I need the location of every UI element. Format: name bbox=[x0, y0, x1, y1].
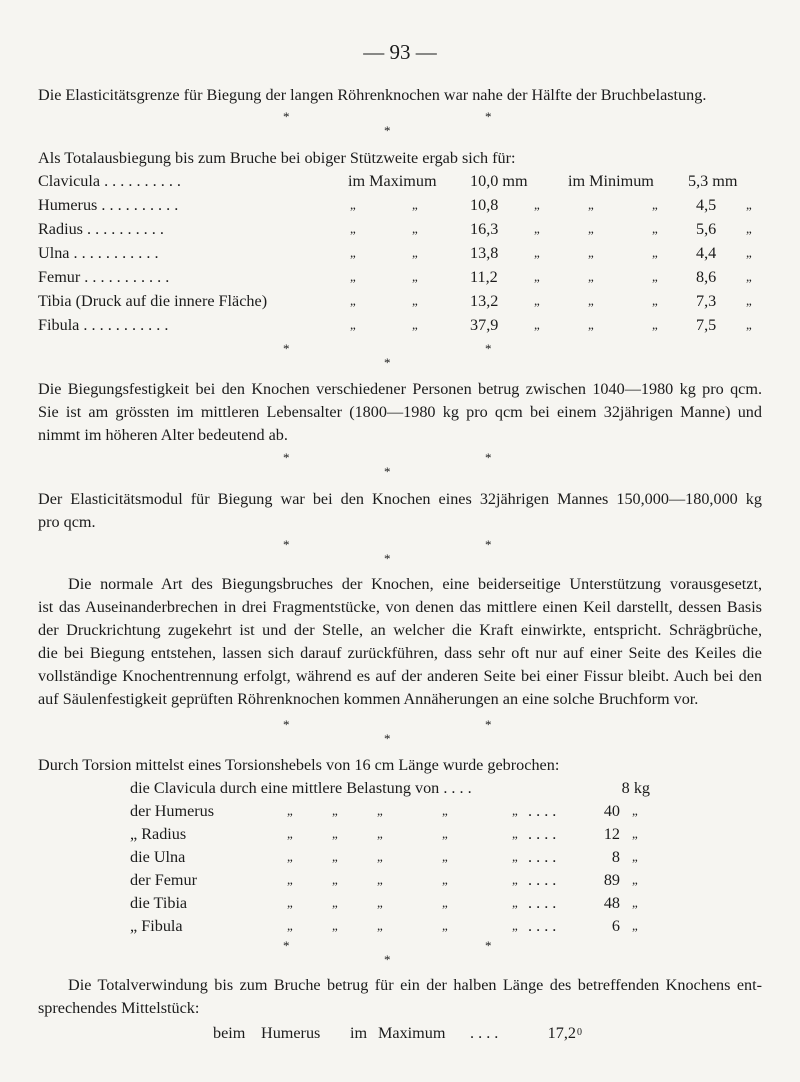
leader-dots: . . . . bbox=[528, 802, 557, 820]
ditto-mark: „ bbox=[442, 826, 448, 841]
paragraph-fracture-line: der Druckrichtung zugekehrt ist und der Stelle, an welcher die Kraft einwirkte, entspricht. Schrägbrüche, bbox=[38, 621, 762, 639]
bone-name: der Femur bbox=[130, 871, 197, 889]
separator-star: * bbox=[283, 109, 290, 124]
bone-name: Fibula . . . . . . . . . . . bbox=[38, 316, 169, 334]
extreme-label: Maximum bbox=[378, 1024, 446, 1042]
load-value: 6 bbox=[611, 917, 620, 935]
separator-star: * bbox=[384, 731, 391, 746]
torsion-intro: Durch Torsion mittelst eines Torsionshebels von 16 cm Länge wurde gebrochen: bbox=[38, 756, 560, 774]
ditto-mark: „ bbox=[746, 317, 752, 332]
separator-star: * bbox=[485, 109, 492, 124]
leader-dots: . . . . bbox=[470, 1024, 499, 1042]
ditto-mark: „ bbox=[534, 269, 540, 284]
separator-star: * bbox=[485, 717, 492, 732]
ditto-mark: „ bbox=[588, 221, 594, 236]
ditto-mark: „ bbox=[632, 849, 638, 864]
bone-name: Humerus bbox=[261, 1024, 321, 1042]
separator bbox=[0, 538, 800, 578]
separator-star: * bbox=[485, 938, 492, 953]
ditto-mark: „ bbox=[332, 872, 338, 887]
prep-word: im bbox=[350, 1024, 368, 1042]
ditto-mark: „ bbox=[377, 918, 383, 933]
separator bbox=[0, 718, 800, 758]
ditto-mark: „ bbox=[746, 269, 752, 284]
max-value: 10,8 bbox=[470, 196, 499, 214]
prep-word: beim bbox=[213, 1024, 246, 1042]
separator bbox=[0, 939, 800, 979]
ditto-mark: „ bbox=[442, 872, 448, 887]
ditto-mark: „ bbox=[332, 849, 338, 864]
load-value: 12 bbox=[603, 825, 620, 843]
min-value: 5,3 mm bbox=[688, 172, 738, 190]
paragraph-total-twist-line: sprechendes Mittelstück: bbox=[38, 999, 200, 1017]
ditto-mark: „ bbox=[287, 872, 293, 887]
ditto-mark: „ bbox=[632, 826, 638, 841]
ditto-mark: „ bbox=[350, 293, 356, 308]
ditto-mark: „ bbox=[350, 245, 356, 260]
max-value: 16,3 bbox=[470, 220, 499, 238]
ditto-mark: „ bbox=[652, 221, 658, 236]
ditto-mark: „ bbox=[377, 895, 383, 910]
separator bbox=[0, 342, 800, 382]
ditto-mark: „ bbox=[350, 197, 356, 212]
ditto-mark: „ bbox=[412, 269, 418, 284]
bone-name: Femur . . . . . . . . . . . bbox=[38, 268, 170, 286]
load-value: 8 bbox=[611, 848, 620, 866]
bone-name: „ Fibula bbox=[130, 917, 183, 935]
load-value: 8 kg bbox=[621, 779, 650, 797]
ditto-mark: „ bbox=[412, 245, 418, 260]
ditto-mark: „ bbox=[534, 317, 540, 332]
ditto-mark: „ bbox=[287, 803, 293, 818]
separator-star: * bbox=[384, 551, 391, 566]
min-value: 7,3 bbox=[696, 292, 717, 310]
paragraph-fracture-line: ist das Auseinanderbrechen in drei Fragmentstücke, von denen das mittlere einen Keil darstellt, dessen Basis bbox=[38, 598, 762, 616]
ditto-mark: „ bbox=[442, 849, 448, 864]
ditto-mark: „ bbox=[632, 895, 638, 910]
load-value: 40 bbox=[603, 802, 620, 820]
ditto-mark: „ bbox=[588, 293, 594, 308]
ditto-mark: „ bbox=[746, 221, 752, 236]
page-number: — 93 — bbox=[363, 40, 437, 64]
ditto-mark: „ bbox=[287, 849, 293, 864]
paragraph-elastic-modulus-line: Der Elasticitätsmodul für Biegung war bei den Knochen eines 32jährigen Mannes 150,000—180,000 kg bbox=[38, 490, 762, 508]
separator-star: * bbox=[384, 355, 391, 370]
paragraph-bending-strength-line: nimmt im höheren Alter bedeutend ab. bbox=[38, 426, 288, 444]
bone-name: Radius . . . . . . . . . . bbox=[38, 220, 164, 238]
ditto-mark: „ bbox=[534, 197, 540, 212]
separator-star: * bbox=[384, 952, 391, 967]
max-value: 11,2 bbox=[470, 268, 498, 286]
min-value: 4,5 bbox=[696, 196, 717, 214]
separator bbox=[0, 110, 800, 150]
min-value: 5,6 bbox=[696, 220, 717, 238]
ditto-mark: „ bbox=[512, 803, 518, 818]
ditto-mark: „ bbox=[512, 918, 518, 933]
ditto-mark: „ bbox=[287, 826, 293, 841]
ditto-mark: „ bbox=[588, 317, 594, 332]
max-value: 13,8 bbox=[470, 244, 499, 262]
load-value: 48 bbox=[603, 894, 620, 912]
max-value: 37,9 bbox=[470, 316, 499, 334]
ditto-mark: „ bbox=[287, 895, 293, 910]
separator-star: * bbox=[283, 450, 290, 465]
min-value: 7,5 bbox=[696, 316, 717, 334]
separator-star: * bbox=[283, 717, 290, 732]
bone-name: „ Radius bbox=[130, 825, 187, 843]
paragraph-elasticity-limit: Die Elasticitätsgrenze für Biegung der langen Röhrenknochen war nahe der Hälfte der Bruchbelastung. bbox=[38, 86, 707, 104]
paragraph-total-twist-line: Die Totalverwindung bis zum Bruche betrug für ein der halben Länge des betreffenden Knochens ent- bbox=[68, 976, 762, 994]
twist-value: 17,2 bbox=[547, 1024, 576, 1042]
ditto-mark: „ bbox=[588, 269, 594, 284]
ditto-mark: „ bbox=[442, 895, 448, 910]
ditto-mark: „ bbox=[377, 826, 383, 841]
separator-star: * bbox=[283, 938, 290, 953]
ditto-mark: „ bbox=[350, 221, 356, 236]
separator-star: * bbox=[283, 341, 290, 356]
ditto-mark: „ bbox=[534, 293, 540, 308]
paragraph-fracture-line: auf Säulenfestigkeit geprüften Röhrenknochen kommen Annäherungen an eine solche Bruchform vor. bbox=[38, 690, 699, 708]
ditto-mark: „ bbox=[534, 221, 540, 236]
bone-name: Tibia (Druck auf die innere Fläche) bbox=[38, 292, 268, 310]
ditto-mark: „ bbox=[377, 872, 383, 887]
ditto-mark: „ bbox=[652, 269, 658, 284]
bone-name: die Clavicula durch eine mittlere Belastung von . . . . bbox=[130, 779, 472, 797]
bone-name: die Ulna bbox=[130, 848, 186, 866]
max-value: 13,2 bbox=[470, 292, 499, 310]
paragraph-bending-strength-line: Sie ist am grössten im mittleren Lebensalter (1800—1980 kg pro qcm bei einem 32jährigen Manne) und bbox=[38, 403, 762, 421]
ditto-mark: „ bbox=[746, 197, 752, 212]
leader-dots: . . . . bbox=[528, 917, 557, 935]
min-label: im Minimum bbox=[568, 172, 654, 190]
ditto-mark: „ bbox=[512, 826, 518, 841]
min-value: 8,6 bbox=[696, 268, 717, 286]
deflection-intro: Als Totalausbiegung bis zum Bruche bei obiger Stützweite ergab sich für: bbox=[38, 149, 516, 167]
load-value: 89 bbox=[603, 871, 620, 889]
leader-dots: . . . . bbox=[528, 825, 557, 843]
bone-name: Clavicula . . . . . . . . . . bbox=[38, 172, 181, 190]
ditto-mark: „ bbox=[746, 293, 752, 308]
ditto-mark: „ bbox=[332, 918, 338, 933]
leader-dots: . . . . bbox=[528, 848, 557, 866]
ditto-mark: „ bbox=[632, 872, 638, 887]
separator-star: * bbox=[485, 450, 492, 465]
ditto-mark: „ bbox=[652, 293, 658, 308]
ditto-mark: „ bbox=[332, 803, 338, 818]
separator-star: * bbox=[384, 464, 391, 479]
bone-name: der Humerus bbox=[130, 802, 215, 820]
ditto-mark: „ bbox=[412, 197, 418, 212]
separator bbox=[0, 451, 800, 491]
leader-dots: . . . . bbox=[528, 871, 557, 889]
max-label: im Maximum bbox=[348, 172, 437, 190]
ditto-mark: „ bbox=[442, 918, 448, 933]
paragraph-bending-strength-line: Die Biegungsfestigkeit bei den Knochen verschiedener Personen betrug zwischen 1040—1980 kg pro qcm. bbox=[38, 380, 762, 398]
bone-name: Humerus . . . . . . . . . . bbox=[38, 196, 179, 214]
paragraph-elastic-modulus-line: pro qcm. bbox=[38, 513, 96, 531]
ditto-mark: „ bbox=[746, 245, 752, 260]
ditto-mark: „ bbox=[412, 221, 418, 236]
degree-sign: 0 bbox=[577, 1027, 582, 1038]
bone-name: Ulna . . . . . . . . . . . bbox=[38, 244, 159, 262]
paragraph-fracture-line: die bei Biegung entstehen, lassen sich darauf zurückführen, dass sehr oft nur auf einer Seite des Keiles die bbox=[38, 644, 762, 662]
ditto-mark: „ bbox=[287, 918, 293, 933]
ditto-mark: „ bbox=[350, 269, 356, 284]
ditto-mark: „ bbox=[350, 317, 356, 332]
paragraph-fracture-line: vollständige Knochentrennung erfolgt, während es auf der anderen Seite bei einer Fissur bleibt. Auch bei den bbox=[38, 667, 762, 685]
ditto-mark: „ bbox=[652, 197, 658, 212]
ditto-mark: „ bbox=[332, 895, 338, 910]
bone-name: die Tibia bbox=[130, 894, 188, 912]
paragraph-fracture-line: Die normale Art des Biegungsbruches der Knochen, eine beiderseitige Unterstützung vorausgesetzt, bbox=[68, 575, 762, 593]
ditto-mark: „ bbox=[332, 826, 338, 841]
ditto-mark: „ bbox=[377, 803, 383, 818]
leader-dots: . . . . bbox=[528, 894, 557, 912]
ditto-mark: „ bbox=[588, 245, 594, 260]
ditto-mark: „ bbox=[632, 918, 638, 933]
ditto-mark: „ bbox=[377, 849, 383, 864]
max-value: 10,0 mm bbox=[470, 172, 528, 190]
ditto-mark: „ bbox=[512, 872, 518, 887]
separator-star: * bbox=[283, 537, 290, 552]
ditto-mark: „ bbox=[412, 317, 418, 332]
separator-star: * bbox=[384, 123, 391, 138]
ditto-mark: „ bbox=[534, 245, 540, 260]
ditto-mark: „ bbox=[412, 293, 418, 308]
separator-star: * bbox=[485, 341, 492, 356]
ditto-mark: „ bbox=[652, 245, 658, 260]
ditto-mark: „ bbox=[512, 849, 518, 864]
min-value: 4,4 bbox=[696, 244, 717, 262]
ditto-mark: „ bbox=[632, 803, 638, 818]
ditto-mark: „ bbox=[512, 895, 518, 910]
ditto-mark: „ bbox=[442, 803, 448, 818]
ditto-mark: „ bbox=[652, 317, 658, 332]
separator-star: * bbox=[485, 537, 492, 552]
ditto-mark: „ bbox=[588, 197, 594, 212]
